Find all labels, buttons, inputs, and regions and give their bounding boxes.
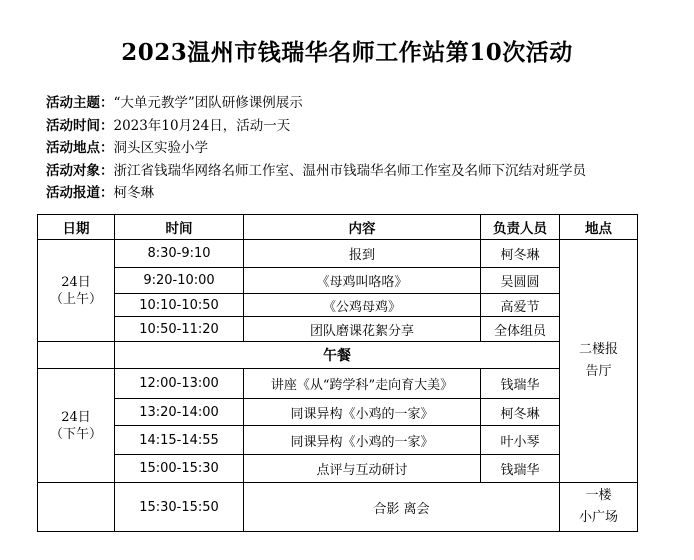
info-value: 柯冬琳 <box>113 185 154 201</box>
table-row <box>38 268 638 294</box>
table-header-row <box>38 215 638 240</box>
header-location: 地点 <box>560 215 638 240</box>
header-time: 时间 <box>115 215 244 240</box>
table-row <box>38 294 638 317</box>
date-day: 24日 <box>61 409 91 425</box>
content-cell: 同课异构《小鸡的一家》 <box>244 399 481 426</box>
info-label: 活动时间： <box>46 117 114 134</box>
content-cell: 同课异构《小鸡的一家》 <box>244 426 481 455</box>
table-row <box>38 426 638 455</box>
table-row <box>38 483 638 532</box>
time-cell: 13:20-14:00 <box>115 399 244 426</box>
date-period: （上午） <box>49 291 102 307</box>
table-row <box>38 369 638 399</box>
info-reporter <box>46 182 586 205</box>
content-cell: 团队磨课花絮分享 <box>244 317 481 342</box>
time-cell: 14:15-14:55 <box>115 426 244 455</box>
person-cell: 钱瑞华 <box>481 455 560 483</box>
content-cell: 《公鸡母鸡》 <box>244 294 481 317</box>
content-cell: 讲座《从“跨学科”走向育大美》 <box>244 369 481 399</box>
table-row <box>38 455 638 483</box>
content-cell: 《母鸡叫咯咯》 <box>244 268 481 294</box>
table-row <box>38 399 638 426</box>
info-value: 2023年10月24日，活动一天 <box>113 117 291 134</box>
table-row <box>38 240 638 268</box>
activity-info <box>46 92 586 205</box>
location-main-cell <box>560 240 638 483</box>
info-value: 浙江省钱瑞华网络名师工作室、温州市钱瑞华名师工作室及名师下沉结对班学员 <box>113 162 586 179</box>
time-cell: 15:00-15:30 <box>115 455 244 483</box>
person-cell: 叶小琴 <box>481 426 560 455</box>
lunch-row <box>38 342 638 369</box>
content-cell: 合影 离会 <box>244 483 560 532</box>
info-time <box>46 115 586 138</box>
page-title: 2023温州市钱瑞华名师工作站第10次活动 <box>121 39 573 66</box>
lunch-label: 午餐 <box>115 342 560 369</box>
date-empty-cell <box>38 483 115 532</box>
afternoon-date-cell <box>38 369 115 483</box>
header-date: 日期 <box>38 215 115 240</box>
time-cell: 8:30-9:10 <box>115 240 244 268</box>
location-line: 小广场 <box>578 510 618 525</box>
location-line: 告厅 <box>585 364 612 379</box>
content-cell: 报到 <box>244 240 481 268</box>
time-cell: 12:00-13:00 <box>115 369 244 399</box>
person-cell: 柯冬琳 <box>481 240 560 268</box>
table-row <box>38 317 638 342</box>
content-cell: 点评与互动研讨 <box>244 455 481 483</box>
info-theme <box>46 92 586 115</box>
schedule-table <box>37 214 638 532</box>
location-line: 一楼 <box>585 488 612 503</box>
time-cell: 10:50-11:20 <box>115 317 244 342</box>
info-label: 活动对象： <box>46 162 114 179</box>
date-period: （下午） <box>49 426 102 442</box>
time-cell: 10:10-10:50 <box>115 294 244 317</box>
morning-date-cell <box>38 240 115 342</box>
info-value: “大单元教学”团队研修课例展示 <box>113 95 303 111</box>
person-cell: 钱瑞华 <box>481 369 560 399</box>
location-line: 二楼报 <box>578 342 618 357</box>
person-cell: 柯冬琳 <box>481 399 560 426</box>
lunch-empty-cell <box>38 342 115 369</box>
info-value: 洞头区实验小学 <box>113 140 208 156</box>
info-label: 活动主题： <box>46 95 114 111</box>
info-audience <box>46 160 586 183</box>
date-day: 24日 <box>61 274 91 290</box>
header-content: 内容 <box>244 215 481 240</box>
info-label: 活动地点： <box>46 140 114 156</box>
location-last-cell <box>560 483 638 532</box>
info-place <box>46 137 586 160</box>
time-cell: 15:30-15:50 <box>115 483 244 532</box>
info-label: 活动报道： <box>46 185 114 201</box>
header-person: 负责人员 <box>481 215 560 240</box>
person-cell: 吴圆圆 <box>481 268 560 294</box>
person-cell: 全体组员 <box>481 317 560 342</box>
time-cell: 9:20-10:00 <box>115 268 244 294</box>
person-cell: 高爱节 <box>481 294 560 317</box>
